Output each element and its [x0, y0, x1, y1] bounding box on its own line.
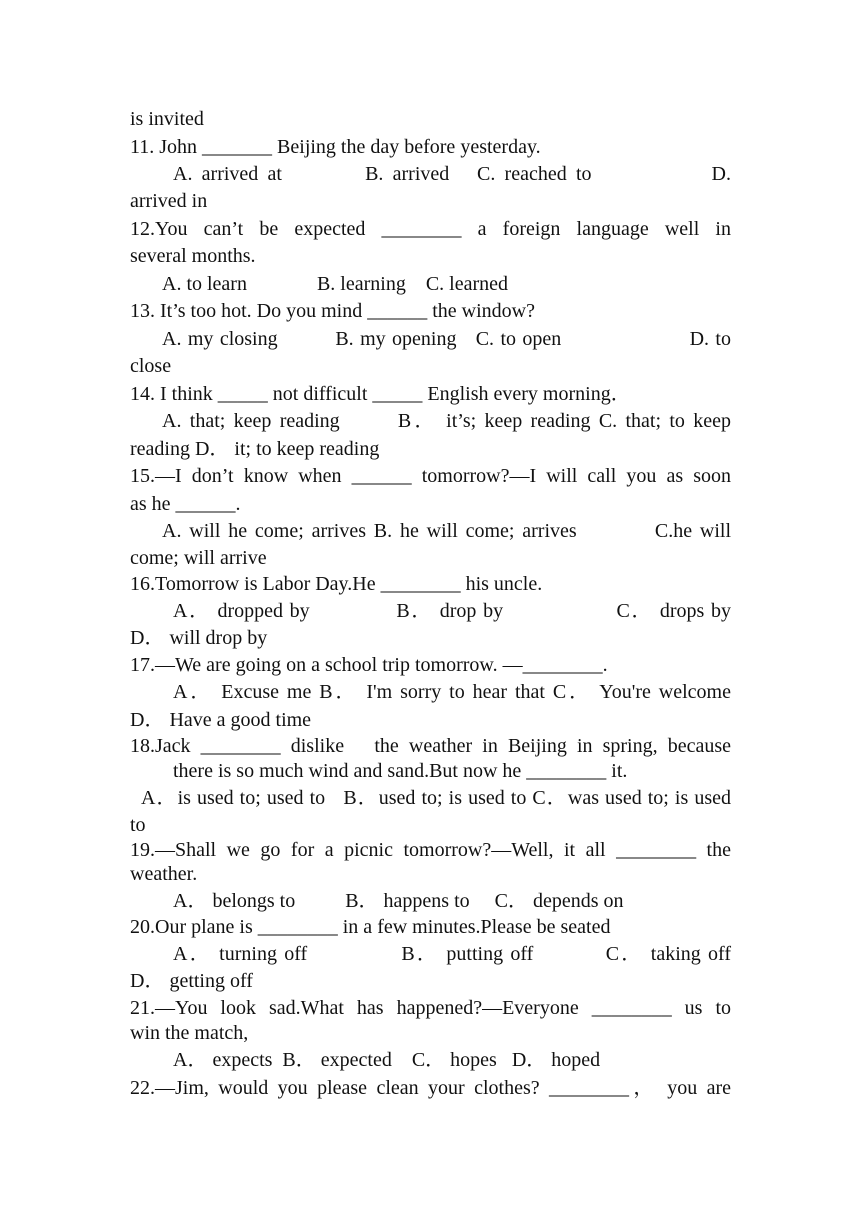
- text-line: to: [130, 814, 146, 836]
- text-line: reading D． it; to keep reading: [130, 438, 380, 460]
- text-line: is invited: [130, 108, 204, 130]
- text-line: weather.: [130, 863, 198, 885]
- question-15: 15.—I don’t know when ______ tomorrow?—I will call you as soon: [130, 465, 731, 487]
- question-19: 19.—Shall we go for a picnic tomorrow?—Well, it all ________ the: [130, 839, 731, 861]
- question-14-options: A. that; keep reading B． it’s; keep reading C. that; to keep: [162, 410, 731, 432]
- question-17: 17.—We are going on a school trip tomorrow. —________.: [130, 654, 608, 676]
- text-line: arrived in: [130, 190, 208, 212]
- text-line: win the match,: [130, 1022, 249, 1044]
- text-line: come; will arrive: [130, 547, 267, 569]
- text-line: D． Have a good time: [130, 709, 312, 731]
- question-16: 16.Tomorrow is Labor Day.He ________ his uncle.: [130, 573, 543, 595]
- question-15-options: A. will he come; arrives B. he will come; arrives C.he will: [162, 520, 731, 542]
- question-21-options: A． expects B． expected C． hopes D． hoped: [173, 1049, 601, 1071]
- question-20: 20.Our plane is ________ in a few minutes.Please be seated: [130, 916, 611, 938]
- question-22: 22.—Jim, would you please clean your clothes? ________， you are: [130, 1077, 731, 1099]
- question-16-options: A． dropped by B． drop by C． drops by: [173, 600, 731, 622]
- question-14: 14. I think _____ not difficult _____ English every morning．: [130, 383, 631, 405]
- question-20-options: A． turning off B． putting off C． taking off: [173, 943, 731, 965]
- question-18: 18.Jack ________ dislike the weather in Beijing in spring, because: [130, 735, 731, 757]
- question-11: 11. John _______ Beijing the day before yesterday.: [130, 136, 541, 158]
- question-21: 21.—You look sad.What has happened?—Everyone ________ us to: [130, 997, 731, 1019]
- question-12-options: A. to learn B. learning C. learned: [162, 273, 509, 295]
- text-line: D． will drop by: [130, 627, 268, 649]
- question-12: 12.You can’t be expected ________ a foreign language well in: [130, 218, 731, 240]
- text-line: there is so much wind and sand.But now he ________ it.: [173, 760, 628, 782]
- question-19-options: A． belongs to B． happens to C． depends on: [173, 890, 624, 912]
- question-13: 13. It’s too hot. Do you mind ______ the window?: [130, 300, 535, 322]
- question-11-options: A. arrived at B. arrived C. reached to D.: [173, 163, 731, 185]
- text-line: as he ______.: [130, 493, 241, 515]
- text-line: close: [130, 355, 172, 377]
- question-13-options: A. my closing B. my opening C. to open D. to: [162, 328, 731, 350]
- question-17-options: A． Excuse me B． I'm sorry to hear that C． You're welcome: [173, 681, 731, 703]
- question-18-options: A．is used to; used to B．used to; is used to C．was used to; is used: [141, 787, 731, 809]
- text-line: several months.: [130, 245, 256, 267]
- text-line: D． getting off: [130, 970, 253, 992]
